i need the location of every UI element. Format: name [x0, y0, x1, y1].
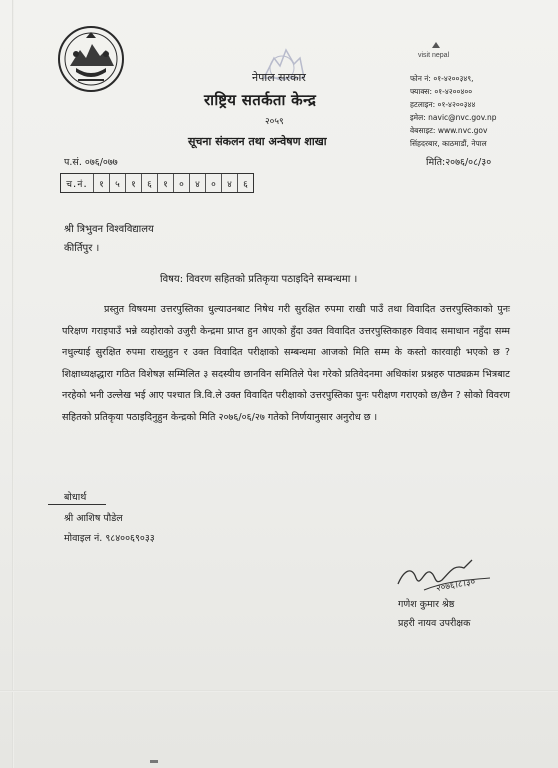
- bottom-mark: [150, 760, 158, 763]
- visit-nepal-logo-text: visit nepal: [418, 52, 450, 59]
- address-text: सिंहदरबार, काठमाडौं, नेपाल: [410, 139, 487, 148]
- office-title: राष्ट्रिय सतर्कता केन्द्र: [204, 91, 317, 109]
- dispatch-digit: ६: [142, 174, 158, 192]
- handwritten-signature: [394, 552, 494, 600]
- hotline-text: हटलाइन: ०१-४२००३४४: [410, 100, 476, 109]
- applicant-underline: [48, 504, 106, 505]
- signatory-name: गणेश कुमार श्रेष्ठ: [398, 599, 455, 610]
- applicant-mobile: मोवाइल नं. ९८४००६९०३३: [64, 533, 155, 544]
- established-year: २०५९: [265, 117, 284, 127]
- division-title: सूचना संकलन तथा अन्वेषण शाखा: [188, 135, 327, 148]
- dispatch-number-box: [60, 173, 254, 193]
- dispatch-digit: ४: [190, 174, 206, 192]
- dispatch-digit: १: [94, 174, 110, 192]
- recipient-name: श्री त्रिभुवन विश्वविद्यालय: [64, 224, 154, 235]
- signatory-title: प्रहरी नायव उपरीक्षक: [398, 618, 471, 629]
- dispatch-digit: ४: [222, 174, 238, 192]
- paper-fold-vertical: [12, 0, 14, 768]
- dispatch-digit: ६: [243, 179, 248, 190]
- letter-body: [62, 299, 510, 429]
- email-text: इमेल: navic@nvc.gov.np: [410, 113, 497, 122]
- dispatch-digit: ५: [110, 174, 126, 192]
- signature-date: २०७६।८।३०: [435, 577, 477, 595]
- paper-fold-horizontal: [0, 690, 558, 692]
- website-text: वेबसाइट: www.nvc.gov: [410, 126, 488, 135]
- fax-text: फ्याक्स: ०१-४२००४००: [410, 87, 473, 96]
- body-paragraph: प्रस्तुत विषयमा उत्तरपुस्तिका धुल्याउनबाट निषेध गरी सुरक्षित रुपमा राखी पाउँ तथा विवादित उत्तरपुस्तिकाको पुनः परिक्षण गराइपाउँ भन्ने व्यहोराको उजुरी केन्द्रमा प्राप्त हुन आएको हुँदा उक्त विवादित उत्तरपुस्तिकाहरु विवाद समाधान नहुँदा सम्म नधुल्याई सुरक्षित रुपमा राख्नुहुन र उक्त विवादित परीक्षाको सम्बन्धमा आजको मिति सम्म के कस्तो कारवाही भएको छ ? शिक्षाध्यक्षद्धारा गठित विशेषज्ञ सम्मिलित ३ सदस्यीय छानविन समितिले पेश गरेको प्रतिवेदनमा अधिकांश प्रश्नहरु पाठ्यक्रम भित्रबाट नरहेको भनी उल्लेख भई आए पश्चात त्रि.वि.ले उक्त विवादित परीक्षाको उत्तरपुस्तिका पुनः परीक्षण गराएको छ/छैन ? सोको विवरण सहितको प्रतिकृया पठाइदिनुहुन केन्द्रको मिति २०७६/०६/२७ गतेको निर्णयानुसार अनुरोध छ ।: [62, 304, 510, 423]
- recipient-address: कीर्तिपुर ।: [64, 243, 100, 254]
- letter-date: मिति:२०७६/०८/३०: [426, 157, 492, 168]
- govt-title: नेपाल सरकार: [252, 71, 306, 84]
- visit-nepal-logo-icon: [416, 40, 456, 62]
- dispatch-digit: १: [126, 174, 142, 192]
- dispatch-digit: १: [158, 174, 174, 192]
- dispatch-number-label: च.नं.: [61, 174, 94, 192]
- nepal-emblem-icon: [56, 24, 126, 94]
- applicant-label: बोधार्थ: [64, 492, 87, 503]
- letter-subject: विषय: विवरण सहितको प्रतिकृया पठाइदिने सम्बन्धमा ।: [160, 274, 358, 285]
- applicant-name: श्री आशिष पौडेल: [64, 513, 123, 524]
- dispatch-digit: ०: [206, 174, 222, 192]
- contact-block: [410, 72, 496, 150]
- phone-text: फोन नं: ०१-४२००३४९,: [410, 74, 474, 83]
- reference-number: प.सं. ०७६/०७७: [64, 157, 118, 168]
- dispatch-digit: ०: [174, 174, 190, 192]
